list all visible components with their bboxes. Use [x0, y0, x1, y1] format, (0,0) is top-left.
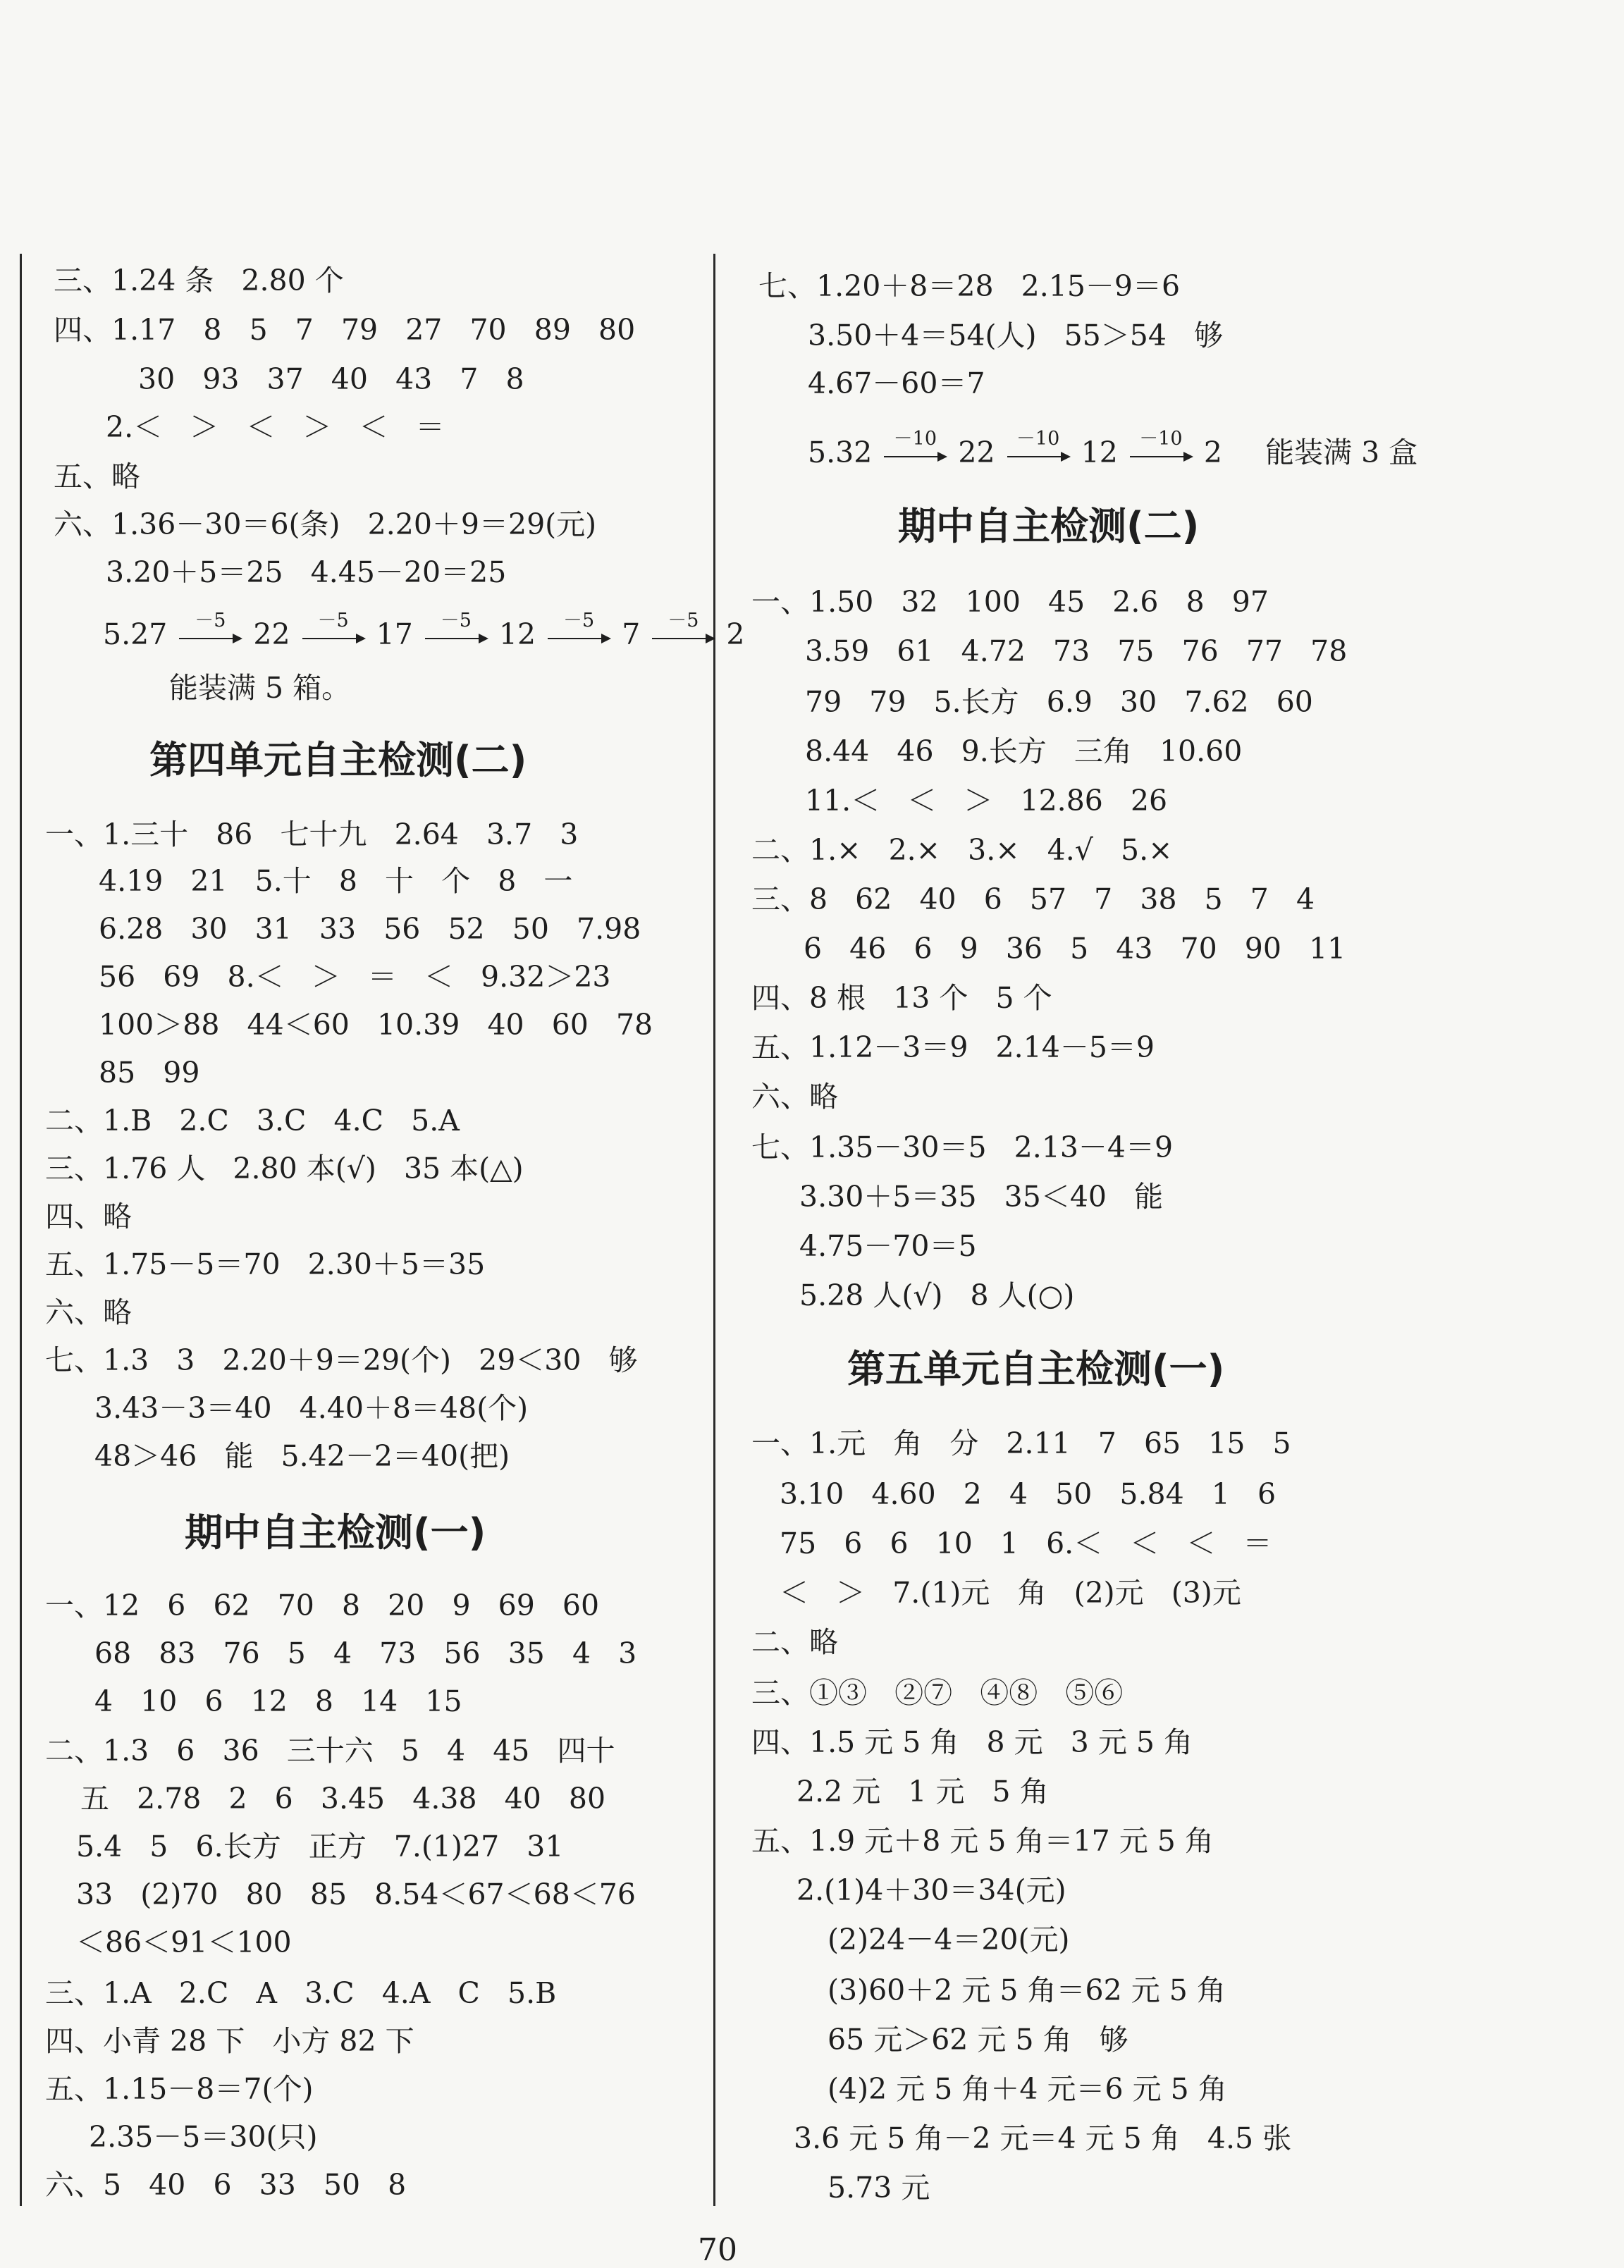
answer-line: 五、1.12－3＝9 2.14－5＝9: [751, 1030, 1155, 1064]
answer-line: 3.50＋4＝54(人) 55＞54 够: [808, 319, 1224, 352]
answer-line: 30 93 37 40 43 7 8: [138, 362, 524, 396]
answer-line: (3)60＋2 元 5 角＝62 元 5 角: [828, 1973, 1226, 2007]
section-heading: 期中自主检测(一): [185, 1510, 486, 1555]
subtraction-chain-2: [808, 428, 1418, 472]
answer-line: 3.30＋5＝35 35＜40 能: [799, 1180, 1164, 1214]
answer-line: 2.＜ ＞ ＜ ＞ ＜ ＝: [106, 410, 445, 444]
arrow-label: －5: [668, 610, 699, 631]
arrow-label: －10: [1016, 428, 1060, 450]
answer-line: 65 元＞62 元 5 角 够: [828, 2023, 1128, 2057]
answer-line: 四、8 根 13 个 5 个: [751, 981, 1052, 1015]
answer-line: 七、1.20＋8＝28 2.15－9＝6: [758, 269, 1181, 303]
answer-line: (2)24－4＝20(元): [828, 1923, 1070, 1956]
answer-line: 六、5 40 6 33 50 8: [45, 2168, 407, 2202]
answer-line: 一、12 6 62 70 8 20 9 69 60: [45, 1589, 600, 1622]
arrow-icon: [651, 610, 715, 654]
arrow-icon: [1128, 428, 1193, 472]
answer-line: 三、1.A 2.C A 3.C 4.A C 5.B: [45, 1976, 557, 2010]
arrow-icon: [546, 610, 611, 654]
arrow-icon: [1006, 428, 1071, 472]
answer-line: 三、8 62 40 6 57 7 38 5 7 4: [751, 882, 1315, 916]
answer-line: ＜ ＞ 7.(1)元 角 (2)元 (3)元: [780, 1576, 1241, 1610]
section-heading: 期中自主检测(二): [898, 504, 1200, 548]
chain-value: 12: [1081, 436, 1118, 469]
arrow-icon: [424, 610, 488, 654]
answer-line: 六、1.36－30＝6(条) 2.20＋9＝29(元): [54, 507, 597, 541]
answer-line: 3.10 4.60 2 4 50 5.84 1 6: [780, 1477, 1277, 1511]
arrow-label: －10: [1139, 428, 1183, 450]
answer-line: 8.44 46 9.长方 三角 10.60: [805, 734, 1243, 768]
answer-line: 二、略: [751, 1625, 838, 1659]
answer-line: 六、略: [751, 1080, 838, 1114]
answer-line: 4.19 21 5.十 8 十 个 8 一: [99, 864, 573, 898]
answer-line: 五、1.75－5＝70 2.30＋5＝35: [45, 1247, 486, 1281]
answer-line: 5.28 人(√) 8 人(○): [799, 1278, 1075, 1312]
answer-line: 二、1.3 6 36 三十六 5 4 45 四十: [45, 1734, 615, 1768]
section-heading: 第四单元自主检测(二): [149, 738, 527, 782]
chain-value: 22: [958, 436, 995, 469]
arrow-label: －5: [317, 610, 349, 631]
answer-line: 3.59 61 4.72 73 75 76 77 78: [805, 634, 1348, 668]
answer-line: 6 46 6 9 36 5 43 70 90 11: [804, 932, 1346, 966]
answer-line: 一、1.三十 86 七十九 2.64 3.7 3: [45, 818, 579, 851]
answer-line: 四、小青 28 下 小方 82 下: [45, 2024, 414, 2058]
arrow-label: －5: [195, 610, 226, 631]
answer-line: 48＞46 能 5.42－2＝40(把): [94, 1439, 510, 1473]
answer-line: 5.4 5 6.长方 正方 7.(1)27 31: [76, 1830, 564, 1863]
arrow-icon: [301, 610, 366, 654]
answer-line: 四、1.5 元 5 角 8 元 3 元 5 角: [751, 1725, 1193, 1759]
answer-line: 3.43－3＝40 4.40＋8＝48(个): [94, 1391, 529, 1425]
answer-line: 3.6 元 5 角－2 元＝4 元 5 角 4.5 张: [794, 2121, 1292, 2155]
chain-value: 7: [622, 617, 641, 651]
answer-line: 4.75－70＝5: [799, 1229, 977, 1263]
chain-conclusion: 能装满 3 盒: [1265, 436, 1418, 469]
answer-line: 5.73 元: [828, 2171, 930, 2205]
answer-line: 100＞88 44＜60 10.39 40 60 78: [99, 1008, 653, 1042]
answer-line: 三、1.76 人 2.80 本(√) 35 本(△): [45, 1152, 524, 1185]
answer-line: 75 6 6 10 1 6.＜ ＜ ＜ ＝: [780, 1527, 1272, 1560]
answer-line: 33 (2)70 80 85 8.54＜67＜68＜76: [76, 1878, 636, 1911]
arrow-icon: [178, 610, 242, 654]
answer-line: 4.67－60＝7: [808, 366, 985, 400]
chain-value: 17: [376, 617, 413, 651]
answer-line: 一、1.50 32 100 45 2.6 8 97: [751, 585, 1269, 619]
answer-line: 三、①③ ②⑦ ④⑧ ⑤⑥: [751, 1676, 1124, 1710]
chain-value: 22: [253, 617, 290, 651]
answer-line: 4 10 6 12 8 14 15: [94, 1684, 462, 1718]
answer-line: 一、1.元 角 分 2.11 7 65 15 5: [751, 1426, 1291, 1460]
answer-line: 七、1.3 3 2.20＋9＝29(个) 29＜30 够: [45, 1343, 638, 1377]
answer-line: 85 99: [99, 1056, 200, 1090]
answer-line: 2.(1)4＋30＝34(元): [796, 1873, 1066, 1907]
column-divider: [713, 254, 715, 2206]
chain-value: 2: [1203, 436, 1223, 469]
answer-line: 五、1.15－8＝7(个): [45, 2072, 314, 2106]
section-heading: 第五单元自主检测(一): [847, 1347, 1225, 1391]
subtraction-chain-1: [103, 610, 745, 654]
answer-line: 二、1.× 2.× 3.× 4.√ 5.×: [751, 833, 1173, 867]
chain-value: 2: [726, 617, 745, 651]
answer-line: 3.20＋5＝25 4.45－20＝25: [106, 555, 507, 589]
answer-line: 二、1.B 2.C 3.C 4.C 5.A: [45, 1104, 460, 1138]
arrow-label: －5: [440, 610, 472, 631]
arrow-label: －5: [563, 610, 595, 631]
answer-line: 2.35－5＝30(只): [89, 2120, 318, 2154]
answer-line: 79 79 5.长方 6.9 30 7.62 60: [805, 685, 1313, 719]
answer-line: 2.2 元 1 元 5 角: [796, 1775, 1049, 1808]
answer-line: 三、1.24 条 2.80 个: [54, 264, 344, 297]
answer-line: 能装满 5 箱。: [169, 671, 351, 705]
answer-line: 68 83 76 5 4 73 56 35 4 3: [94, 1637, 637, 1670]
left-margin-rule: [20, 254, 22, 2206]
page-number: 70: [698, 2232, 737, 2268]
answer-line: 七、1.35－30＝5 2.13－4＝9: [751, 1130, 1174, 1164]
chain-start: 5.32: [808, 436, 873, 469]
answer-line: 五、1.9 元＋8 元 5 角＝17 元 5 角: [751, 1824, 1214, 1858]
answer-line: 六、略: [45, 1295, 132, 1329]
answer-line: 四、略: [45, 1200, 132, 1233]
answer-line: 56 69 8.＜ ＞ ＝ ＜ 9.32＞23: [99, 960, 611, 994]
arrow-icon: [882, 428, 947, 472]
answer-line: 五、略: [54, 460, 140, 493]
chain-start: 5.27: [103, 617, 168, 651]
answer-line: ＜86＜91＜100: [76, 1925, 292, 1959]
answer-line: 6.28 30 31 33 56 52 50 7.98: [99, 912, 641, 946]
arrow-label: －10: [893, 428, 937, 450]
chain-value: 12: [498, 617, 536, 651]
answer-line: 五 2.78 2 6 3.45 4.38 40 80: [80, 1782, 606, 1816]
answer-line: (4)2 元 5 角＋4 元＝6 元 5 角: [828, 2072, 1227, 2106]
answer-line: 四、1.17 8 5 7 79 27 70 89 80: [54, 313, 636, 347]
answer-line: 11.＜ ＜ ＞ 12.86 26: [805, 784, 1168, 818]
